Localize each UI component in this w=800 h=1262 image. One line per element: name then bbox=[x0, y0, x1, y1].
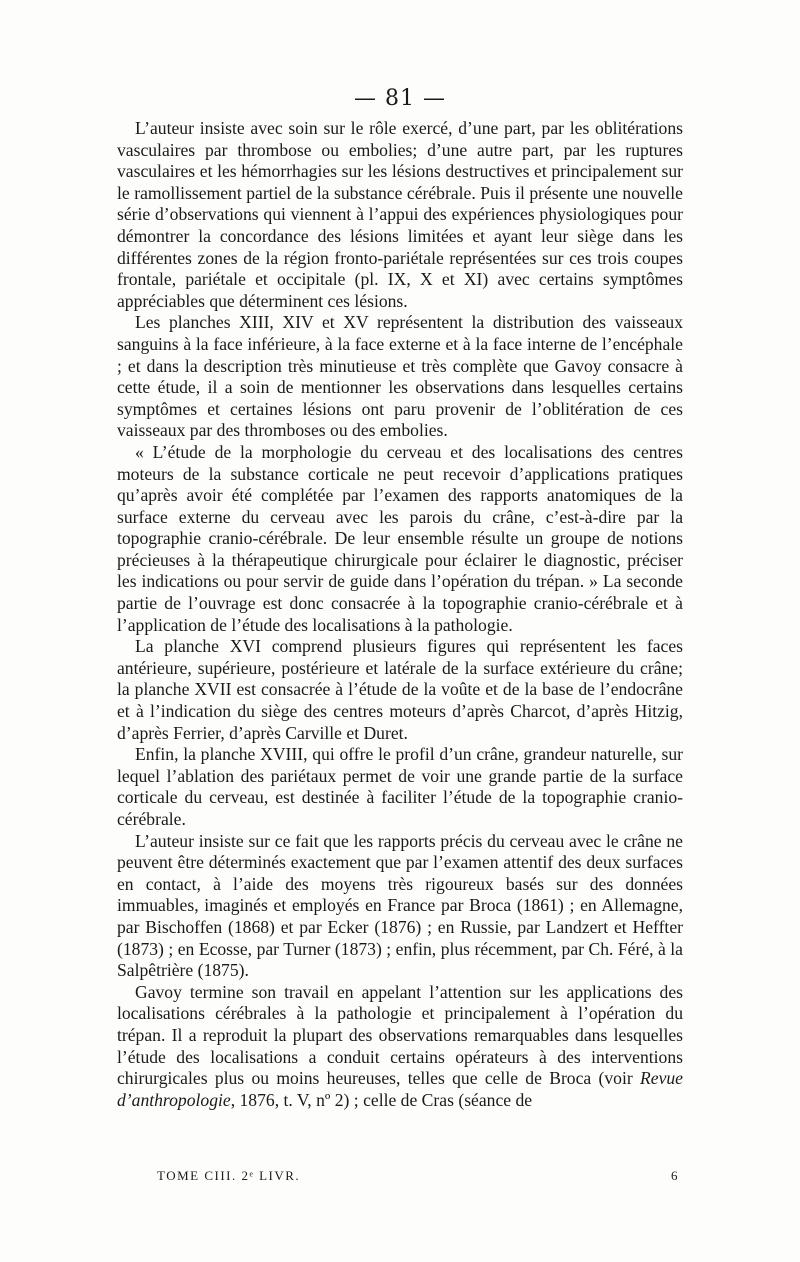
paragraph: L’auteur insiste avec soin sur le rôle exercé, d’une part, par les oblitérations vasculaires par thrombose ou embolies; d’une autre part, par les ruptures vasculaires et les hémorrhagies sur les lésions destructives et principalement sur le ramollissement partiel de la substance cérébrale. Puis il présente une nouvelle série d’observations qui viennent à l’appui des expériences physiologiques pour démontrer la concordance des lésions limitées et ayant leur siège dans les différentes zones de la région fronto-pariétale représentées sur ces trois coupes frontale, pariétale et occipitale (pl. IX, X et XI) avec certains symptômes appréciables que déterminent ces lésions. bbox=[117, 118, 683, 311]
paragraph bbox=[117, 982, 683, 1112]
paragraph: La planche XVI comprend plusieurs figures qui représentent les faces antérieure, supérieure, postérieure et latérale de la surface extérieure du crâne; la planche XVII est consacrée à l’étude de la voûte et de la base de l’endocrâne et à l’indication du siège des centres moteurs d’après Charcot, d’après Hitzig, d’après Ferrier, d’après Carville et Duret. bbox=[117, 636, 683, 743]
gathering-number: 6 bbox=[671, 1168, 679, 1183]
paragraph: « L’étude de la morphologie du cerveau et des localisations des centres moteurs de la substance corticale ne peut recevoir d’applications pratiques qu’après avoir été complétée par l’examen des rapports anatomiques de la surface externe du cerveau avec les parois du crâne, c’est-à-dire par la topographie cranio-cérébrale. De leur ensemble résulte un groupe de notions précieuses à la thérapeutique chirurgicale pour éclairer le diagnostic, préciser les indications ou pour servir de guide dans l’opération du trépan. » La seconde partie de l’ouvrage est donc consacrée à la topographie cranio-cérébrale et à l’application de l’étude des localisations à la pathologie. bbox=[117, 441, 683, 635]
signature-mark: TOME CIII. 2ᵉ LIVR. bbox=[157, 1168, 301, 1183]
paragraph: Les planches XIII, XIV et XV représentent la distribution des vaisseaux sanguins à la face inférieure, à la face externe et à la face interne de l’encéphale ; et dans la description très minutieuse et très complète que Gavoy consacre à cette étude, il a soin de mentionner les observations dans lesquelles certains symptômes et certaines lésions ont paru provenir de l’oblitération de ces vaisseaux par des thromboses ou des embolies. bbox=[117, 312, 683, 441]
journal-title: Revue d’anthropologie bbox=[117, 1068, 683, 1110]
paragraph-text: Gavoy termine son travail en appelant l’attention sur les applications des localisations cérébrales à la pathologie et principalement à l’opération du trépan. Il a reproduit la plupart des observations remarquables dans lesquelles l’étude des localisations a conduit certains opérateurs à des interventions chirurgicales plus ou moins heureuses, telles que celle de Broca (voir bbox=[117, 981, 683, 1089]
page-number: — 81 — bbox=[354, 86, 446, 111]
paragraph-text: , 1876, t. V, nº 2) ; celle de Cras (séance de bbox=[230, 1089, 533, 1110]
paragraph: Enfin, la planche XVIII, qui offre le profil d’un crâne, grandeur naturelle, sur lequel l’ablation des pariétaux permet de voir une grande partie de la surface corticale du cerveau, est destinée à faciliter l’étude de la topographie cranio-cérébrale. bbox=[117, 744, 683, 829]
body-text bbox=[117, 118, 683, 1111]
paragraph: L’auteur insiste sur ce fait que les rapports précis du cerveau avec le crâne ne peuvent être déterminés exactement que par l’examen attentif des deux surfaces en contact, à l’aide des moyens très rigoureux basés sur des données immuables, imaginés et employés en France par Broca (1861) ; en Allemagne, par Bischoffen (1868) et par Ecker (1876) ; en Russie, par Landzert et Heffter (1873) ; en Ecosse, par Turner (1873) ; enfin, plus récemment, par Ch. Féré, à la Salpêtrière (1875). bbox=[117, 830, 683, 981]
